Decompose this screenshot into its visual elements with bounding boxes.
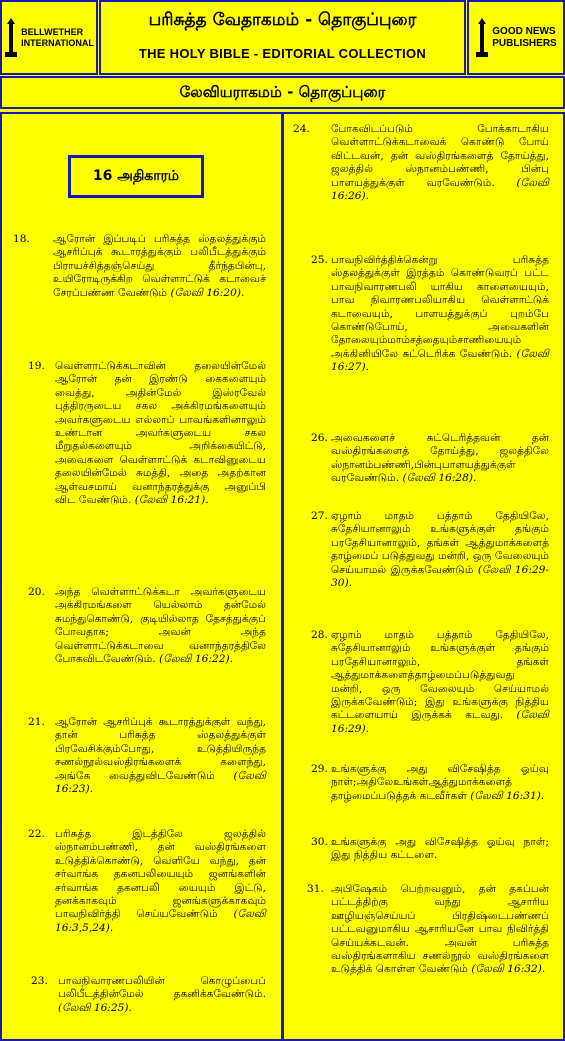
verse-text: அபிஷேகம் பெற்றவனும், தன் தகப்பன் பட்டத்திற்கு வந்து ஆசாரிய ஊழியஞ்செய்யப் பிரதிஷ்டைபண்ணப் பட்டவனுமாகிய ஆசாரியனே பாவ நிவிர்த்தி செய்யக்கடவன். அவன் பரிசுத்த வஸ்திரங்களாகிய சணல்நூல் வஸ்திரங்களை உடுத்திக் கொள்ள வேண்டும் [331,883,549,976]
verse [307,883,549,977]
verse-number: 24. [293,123,310,135]
verse-text: பாவநிவாரணபலியின் கொழுப்பைப் பலிபீடத்தின்மேல் தகனிக்கவேண்டும். [58,975,266,1001]
verse-reference: (லேவி 16:23). [55,769,266,796]
verse-number: 30. [311,836,328,848]
verse-number: 19. [28,360,45,372]
verse [13,233,266,300]
verse-number: 27. [311,510,328,522]
verse [311,629,549,736]
logo-line: GOOD NEWS [492,25,556,37]
verse-text: பரிசுத்த இடத்திலே ஜலத்தில் ஸ்நானம்பண்ணி, தன் வஸ்திரங்களை உடுத்திக்கொண்டு, வெளியே வந்து, தன் சர்வாங்க தகனபலியையும் ஜனங்களின் சர்வாங்க தகனபலி யையும் இட்டு, தனக்காகவும் ஜனங்களுக்காகவும் பாவநிவிர்த்தி செய்யவேண்டும் [55,828,266,921]
verse-text: ஏழாம் மாதம் பத்தாம் தேதியிலே, சுதேசியானாலும் உங்களுக்குள் தங்கும் பரதேசியானாலும், தங்கள் ஆத்துமாக்களைத் தாழ்மைப் படுத்துவது மன்றி, ஒரு வேலையும் செய்யாமல் இருக்கவேண்டும் [331,510,549,576]
verse [311,763,549,803]
verse-number: 23. [31,975,48,987]
goodnews-logo-text [492,26,556,50]
verse [28,716,266,796]
verse [311,254,549,375]
verse-number: 20. [28,586,45,598]
title-english: THE HOLY BIBLE - EDITORIAL COLLECTION [138,46,427,61]
verse-number: 31. [307,883,324,895]
bellwether-logo-text [21,27,94,49]
verse-reference: (லேவி 16:29). [331,709,549,735]
verse-reference: (லேவி 16:22). [159,653,233,666]
verse-reference: (லேவி 16:29-30). [331,563,549,590]
verse-number: 26. [311,432,328,444]
verse [293,123,549,203]
verse-reference: (லேவி 16:31). [470,789,545,802]
verse-reference: (லேவி 16:27). [331,347,549,374]
verse-number: 25. [311,254,328,266]
logo-line: PUBLISHERS [492,37,557,49]
verse-text: உங்களுக்கு அது விசேஷித்த ஓய்வு நாள்;அதிலேஉங்கள்ஆத்துமாக்களைத் தாழ்மைப்படுத்தக் கடவீர்கள் [331,763,549,802]
verse [28,360,266,507]
verse-number: 29. [311,763,328,775]
bellwether-logo-box [0,0,98,75]
verse-text: ஆரோன் ஆசரிப்புக் கூடாரத்துக்குள் வந்து, தான் பரிசுத்த ஸ்தலத்துக்குள் பிரவேசிக்கும்போது, உடுத்தியிருந்த சணல்நூல்வஸ்திரங்களைக் களைந்து, அங்கே வைத்துவிடவேண்டும் [55,716,266,782]
verse [311,836,549,863]
verse [311,432,549,486]
verse-number: 22. [28,828,45,840]
verse-text: பாவநிவிர்த்திக்கென்று பரிசுத்த ஸ்தலத்துக்குள் இரத்தம் கொண்டுவரப் பட்ட பாவநிவாரணபலி யாகிய காளையையும், பாவ நிவாரணபலியாகிய வெள்ளாட்டுக் கடாவையும், பாளயத்துக்குப் புறம்பே கொண்டுபோய், அவைகளின் தோலையும்மாம்சத்தையும்சாணியையும் அக்கினியிலே சுட்டெரிக்க வேண்டும். [331,254,549,360]
logo-line: INTERNATIONAL [21,37,94,48]
verse-text: வெள்ளாட்டுக்கடாவின் தலையின்மேல் ஆரோன் தன் இரண்டு கைகளையும் வைத்து, அதின்மேல் இஸ்ரவேல் புத்திரருடைய சகல அக்கிரமங்களையும் அவர்களுடைய எல்லாப் பாவங்களினாலும் உண்டான அவர்களுடைய சகல மீறுதல்களையும் அறிக்கையிட்டு, அவைகளை வெள்ளாட்டுக் கடாவினுடைய தலையின்மேல் சுமத்தி, அதை அதற்கான ஆள்வசமாய் வனாந்தரத்துக்கு அனுப்பி விட வேண்டும். [55,360,266,507]
verse [31,975,266,1015]
verse-text: உங்களுக்கு அது விசேஷித்த ஓய்வு நாள்; இது நித்திய கட்டளை. [331,836,549,862]
verse [28,586,266,666]
chapter-label: 16 அதிகாரம் [68,155,204,198]
header-title-box [99,0,466,75]
verse-text: போகவிடப்படும் போக்காடாகிய வெள்ளாட்டுக்கடாவைக் கொண்டு போய் விட்டவன், தன் வஸ்திரங்களைத் தோய்த்து, ஜலத்தில் ஸ்நானம்பண்ணி, பின்பு பாளயத்துக்குள் வரவேண்டும். [331,123,549,189]
verse-reference: (லேவி 16:3,5,24). [55,908,266,934]
verse-number: 21. [28,716,45,728]
goodnews-logo-box [467,0,565,75]
verse-text: அந்த வெள்ளாட்டுக்கடா அவர்களுடைய அக்கிரமங்களை யெல்லாம் தன்மேல் சுமந்துகொண்டு, குடியில்லாத தேசத்துக்குப் போவதாக; அவன் அந்த வெள்ளாட்டுக்கடாவை வனாந்தரத்திலே போகவிடவேண்டும். [55,586,266,666]
verse [28,828,266,935]
title-tamil: பரிசுத்த வேதாகமம் - தொகுப்புரை [148,10,417,30]
verse-reference: (லேவி 16:32). [471,963,546,976]
verse-reference: (லேவி 16:28). [402,472,477,485]
logo-line: BELLWETHER [21,26,84,37]
verse-number: 18. [13,233,30,245]
book-lamp-icon [4,18,18,58]
verse-reference: (லேவி 16:25). [58,1001,132,1014]
verse-reference: (லேவி 16:20). [170,286,245,299]
verse-text: ஆரோன் இப்படிப் பரிசுத்த ஸ்தலத்துக்கும் ஆசரிப்புக் கூடாரத்துக்கும் பலிபீடத்துக்கும் பிராயச்சித்தஞ்செய்து தீர்ந்தபின்பு, உயிரோடிருக்கிற வெள்ளாட்டுக் கடாவைச் சேரப்பண்ண வேண்டும் [53,233,266,299]
verse-reference: (லேவி 16:21). [134,494,209,507]
verse [311,510,549,590]
verse-text: ஏழாம் மாதம் பத்தாம் தேதியிலே, சுதேசியானாலும் உங்களுக்குள் தங்கும் பரதேசியானாலும், தங்கள் ஆத்துமாக்களைத்தாழ்மைப்படுத்துவது மன்றி, ஒரு வேலையும் செய்யாமல் இருக்கவேண்டும்; இது உங்களுக்கு நித்திய கட்டளையாய் இருக்கக் கடவது. [331,629,549,722]
verse-number: 28. [311,629,328,641]
book-lamp-icon [475,18,489,58]
book-subheader: லேவியராகமம் - தொகுப்புரை [0,76,565,109]
verse-text: அவைகளைச் சுட்டெரித்தவன் தன் வஸ்திரங்களைத் தோய்த்து, ஜலத்திலே ஸ்நானம்பண்ணி,பின்புபாளயத்துக்குள் வரவேண்டும். [331,432,549,485]
verse-reference: (லேவி 16:26). [331,176,549,203]
